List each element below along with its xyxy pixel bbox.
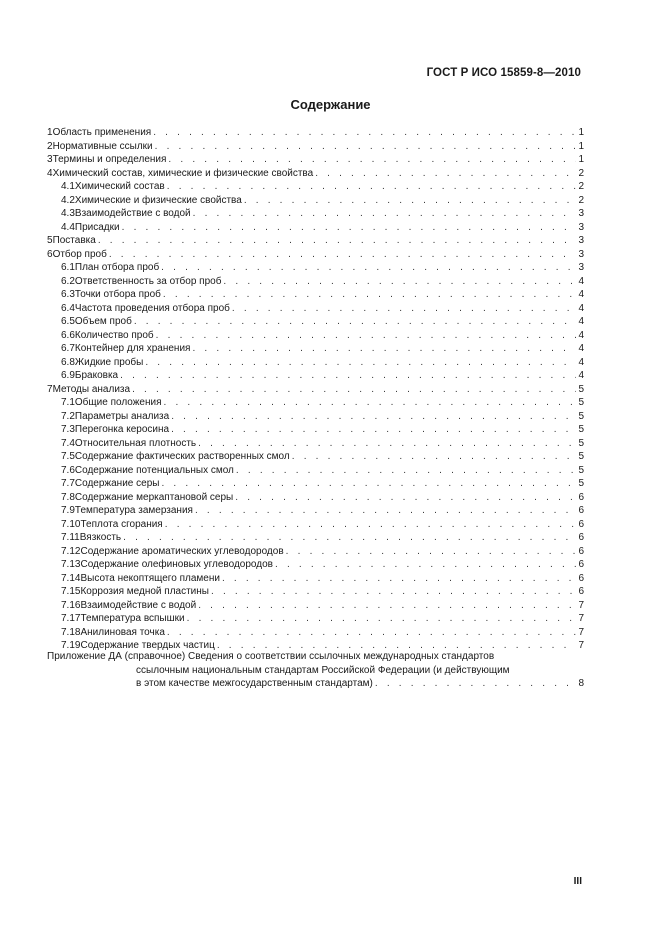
toc-entry-page: 5 (578, 383, 584, 395)
toc-entry[interactable] (47, 423, 584, 437)
toc-entry-page: 5 (578, 451, 584, 462)
toc-entry-page: 5 (578, 464, 584, 476)
toc-entry-label: Содержание серы (74, 478, 160, 489)
toc-entry-label: Температура замерзания (74, 505, 193, 516)
toc-entry-label: Общие положения (74, 397, 162, 408)
toc-entry-number: 6.7 (61, 343, 75, 354)
toc-entry-label: Термины и определения (52, 154, 167, 165)
page-number-roman: III (573, 876, 582, 887)
toc-entry-number: 7.12 (61, 545, 81, 557)
toc-entry-label: Область применения (52, 127, 152, 138)
toc-entry-number: 7.17 (61, 613, 81, 624)
toc-entry-label: Высота некоптящего пламени (80, 572, 220, 584)
toc-entry-number: 7.7 (61, 478, 75, 489)
toc-entry[interactable] (47, 167, 584, 181)
toc-entry-label: Объем проб (74, 316, 132, 327)
leader-dots (161, 288, 577, 302)
leader-dots (163, 518, 577, 532)
toc-entry-page: 4 (578, 329, 584, 341)
leader-dots (209, 585, 576, 599)
toc-entry-page: 2 (578, 194, 584, 206)
toc-entry-number: 7.5 (61, 451, 75, 462)
toc-entry-number: 5 (47, 235, 53, 246)
toc-entry-number: 4.3 (61, 208, 75, 219)
toc-entry-page: 6 (578, 532, 584, 543)
leader-dots (132, 315, 577, 329)
leader-dots (165, 626, 577, 640)
toc-entry-label: Химические и физические свойства (74, 194, 242, 206)
toc-entry-number: 3 (47, 154, 53, 165)
toc-entry-page: 6 (578, 505, 584, 516)
toc-entry-number: 7.10 (61, 518, 81, 530)
toc-entry-number: 7.4 (61, 437, 75, 449)
toc-entry[interactable] (47, 180, 584, 194)
leader-dots (165, 180, 577, 194)
toc-entry-label: Химический состав, химические и физические свойства (52, 167, 314, 179)
toc-entry-label: Контейнер для хранения (74, 343, 191, 354)
toc-entry-label: Анилиновая точка (80, 626, 165, 638)
toc-entry-number: 6 (47, 248, 53, 260)
leader-dots (233, 491, 576, 505)
toc-entry-label: Вязкость (79, 532, 122, 543)
toc-entry[interactable] (47, 545, 584, 559)
toc-entry[interactable] (47, 410, 584, 424)
document-id: ГОСТ Р ИСО 15859-8—2010 (426, 67, 581, 79)
toc-entry-label: Частота проведения отбора проб (74, 302, 230, 314)
leader-dots (154, 329, 577, 343)
leader-dots (159, 477, 576, 491)
toc-entry-label: Содержание ароматических углеводородов (80, 545, 284, 557)
annex-line-3 (47, 677, 584, 691)
toc-entry[interactable] (47, 612, 584, 626)
toc-entry-label: Относительная плотность (74, 437, 197, 449)
toc-entry[interactable] (47, 261, 584, 275)
leader-dots (162, 396, 577, 410)
toc-entry-number: 6.6 (61, 329, 75, 341)
toc-entry[interactable] (47, 477, 584, 491)
toc-entry-label: Коррозия медной пластины (80, 586, 209, 597)
toc-entry[interactable] (47, 369, 584, 383)
annex-entry[interactable] (47, 648, 584, 691)
toc-entry-label: Ответственность за отбор проб (74, 275, 222, 287)
toc-entry[interactable] (47, 126, 584, 140)
toc-entry-label: Содержание твердых частиц (80, 640, 215, 651)
toc-entry-label: Поставка (52, 235, 96, 246)
toc-entry-number: 6.8 (61, 356, 75, 368)
toc-entry-label: Точки отбора проб (74, 289, 161, 300)
leader-dots (118, 369, 576, 383)
leader-dots (120, 221, 577, 235)
leader-dots (107, 248, 577, 262)
toc-entry-page: 4 (578, 343, 584, 354)
toc-entry-page: 4 (578, 275, 584, 287)
leader-dots (193, 504, 576, 518)
toc-entry-page: 5 (578, 410, 584, 422)
leader-dots (313, 167, 576, 181)
toc-entry-page: 6 (578, 491, 584, 503)
toc-entry[interactable] (47, 194, 584, 208)
toc-entry-number: 6.1 (61, 262, 75, 273)
toc-entry-page: 3 (578, 235, 584, 246)
leader-dots (196, 437, 576, 451)
leader-dots (185, 612, 577, 626)
toc-entry-label: Содержание меркаптановой серы (74, 491, 234, 503)
toc-entry[interactable] (47, 464, 584, 478)
leader-dots (290, 450, 577, 464)
toc-entry-number: 7.9 (61, 505, 75, 516)
toc-entry-page: 7 (578, 640, 584, 651)
leader-dots (159, 261, 576, 275)
toc-entry[interactable] (47, 302, 584, 316)
toc-entry-page: 4 (578, 302, 584, 314)
toc-entry[interactable] (47, 396, 584, 410)
toc-entry[interactable] (47, 491, 584, 505)
toc-entry-page: 2 (578, 167, 584, 179)
toc-entry-page: 6 (578, 545, 584, 557)
toc-entry-number: 4 (47, 167, 53, 179)
toc-entry[interactable] (47, 437, 584, 451)
leader-dots (121, 531, 576, 545)
toc-entry-number: 7.14 (61, 572, 81, 584)
leader-dots (373, 677, 577, 691)
toc-entry-number: 6.5 (61, 316, 75, 327)
toc-entry[interactable] (47, 383, 584, 397)
toc-entry-number: 7.6 (61, 464, 75, 476)
toc-entry-label: Перегонка керосина (74, 424, 170, 435)
toc-entry[interactable] (47, 572, 584, 586)
toc-entry-page: 7 (578, 626, 584, 638)
toc-entry-page: 6 (578, 586, 584, 597)
annex-page-number: 8 (578, 678, 584, 689)
toc-entry-page: 2 (578, 181, 584, 192)
toc-entry-label: Нормативные ссылки (52, 140, 153, 152)
toc-entry-label: Браковка (74, 370, 119, 381)
toc-entry[interactable] (47, 518, 584, 532)
toc-entry-number: 1 (47, 127, 53, 138)
toc-entry-number: 7.13 (61, 559, 81, 570)
leader-dots (153, 140, 577, 154)
toc-entry-label: Методы анализа (52, 383, 131, 395)
toc-entry-page: 6 (578, 572, 584, 584)
page-title: Содержание (290, 97, 371, 112)
toc-entry-label: План отбора проб (74, 262, 160, 273)
toc-entry-page: 7 (578, 599, 584, 611)
toc-entry-page: 3 (578, 208, 584, 219)
toc-entry-label: Теплота сгорания (80, 518, 163, 530)
leader-dots (169, 423, 576, 437)
annex-line-2: ссылочным национальным стандартам Российской Федерации (и действующим (136, 664, 510, 676)
toc-entry-label: Содержание олефиновых углеводородов (80, 559, 273, 570)
toc-entry-page: 3 (578, 248, 584, 260)
leader-dots (230, 302, 577, 316)
leader-dots (151, 126, 576, 140)
toc-entry[interactable] (47, 207, 584, 221)
toc-entry-page: 1 (578, 127, 584, 138)
toc-entry-number: 7.19 (61, 640, 81, 651)
toc-entry-label: Взаимодействие с водой (74, 208, 191, 219)
leader-dots (191, 207, 577, 221)
toc-entry[interactable] (47, 342, 584, 356)
toc-entry-number: 7 (47, 383, 53, 395)
toc-entry-label: Химический состав (74, 181, 165, 192)
toc-entry[interactable] (47, 558, 584, 572)
toc-entry-label: Жидкие пробы (74, 356, 144, 368)
toc-entry-number: 7.8 (61, 491, 75, 503)
toc-entry-label: Параметры анализа (74, 410, 170, 422)
toc-entry[interactable] (47, 221, 584, 235)
leader-dots (284, 545, 577, 559)
toc-entry-page: 4 (578, 370, 584, 381)
toc-entry-page: 5 (578, 478, 584, 489)
toc-entry-page: 7 (578, 613, 584, 624)
toc-entry-number: 7.2 (61, 410, 75, 422)
leader-dots (196, 599, 576, 613)
toc-entry-page: 4 (578, 289, 584, 300)
toc-entry-number: 7.16 (61, 599, 81, 611)
toc-entry-number: 6.3 (61, 289, 75, 300)
toc-entry-page: 1 (578, 154, 584, 165)
annex-line-3-label: в этом качестве межгосударственным стандартам) (136, 678, 373, 689)
toc-entry-label: Взаимодействие с водой (80, 599, 197, 611)
toc-entry[interactable] (47, 356, 584, 370)
leader-dots (143, 356, 576, 370)
toc-entry-page: 5 (578, 424, 584, 435)
leader-dots (273, 558, 576, 572)
leader-dots (166, 153, 576, 167)
toc-entry[interactable] (47, 531, 584, 545)
toc-entry-page: 1 (578, 140, 584, 152)
toc-entry[interactable] (47, 450, 584, 464)
toc-entry-page: 4 (578, 316, 584, 327)
toc-entry-page: 3 (578, 262, 584, 273)
leader-dots (242, 194, 577, 208)
toc-entry[interactable] (47, 288, 584, 302)
leader-dots (190, 342, 576, 356)
toc-entry-page: 4 (578, 356, 584, 368)
toc-entry-label: Отбор проб (52, 248, 107, 260)
toc-entry-number: 7.18 (61, 626, 81, 638)
toc-entry[interactable] (47, 315, 584, 329)
toc-entry[interactable] (47, 153, 584, 167)
toc-entry-number: 4.2 (61, 194, 75, 206)
toc-entry-label: Содержание потенциальных смол (74, 464, 234, 476)
leader-dots (169, 410, 576, 424)
toc-entry-page: 6 (578, 518, 584, 530)
toc-entry-label: Содержание фактических растворенных смол (74, 451, 290, 462)
toc-entry-page: 6 (578, 559, 584, 570)
toc-entry[interactable] (47, 626, 584, 640)
toc-entry-label: Температура вспышки (80, 613, 185, 624)
leader-dots (96, 234, 577, 248)
toc-entry[interactable] (47, 140, 584, 154)
annex-line-1: Приложение ДА (справочное) Сведения о соответствии ссылочных международных стандартов (47, 651, 495, 662)
toc-entry-number: 6.2 (61, 275, 75, 287)
toc-entry-number: 4.4 (61, 221, 75, 233)
toc-entry-number: 7.1 (61, 397, 75, 408)
toc-entry[interactable] (47, 504, 584, 518)
toc-entry-number: 7.11 (61, 532, 80, 543)
toc-entry-page: 5 (578, 397, 584, 408)
toc-entry[interactable] (47, 248, 584, 262)
leader-dots (130, 383, 576, 397)
toc-entry-page: 3 (578, 221, 584, 233)
leader-dots (220, 572, 577, 586)
toc-entry-number: 6.4 (61, 302, 75, 314)
toc-entry-number: 4.1 (61, 181, 75, 192)
toc-entry-number: 7.15 (61, 586, 81, 597)
toc-entry[interactable] (47, 275, 584, 289)
leader-dots (221, 275, 576, 289)
toc-entry-number: 2 (47, 140, 53, 152)
toc-entry-label: Присадки (74, 221, 120, 233)
toc-entry[interactable] (47, 329, 584, 343)
toc-entry-label: Количество проб (74, 329, 154, 341)
toc-entry-number: 6.9 (61, 370, 75, 381)
leader-dots (234, 464, 577, 478)
toc-entry-number: 7.3 (61, 424, 75, 435)
toc-entry[interactable] (47, 585, 584, 599)
toc-entry[interactable] (47, 599, 584, 613)
table-of-contents (47, 126, 584, 653)
toc-entry[interactable] (47, 234, 584, 248)
toc-entry-page: 5 (578, 437, 584, 449)
